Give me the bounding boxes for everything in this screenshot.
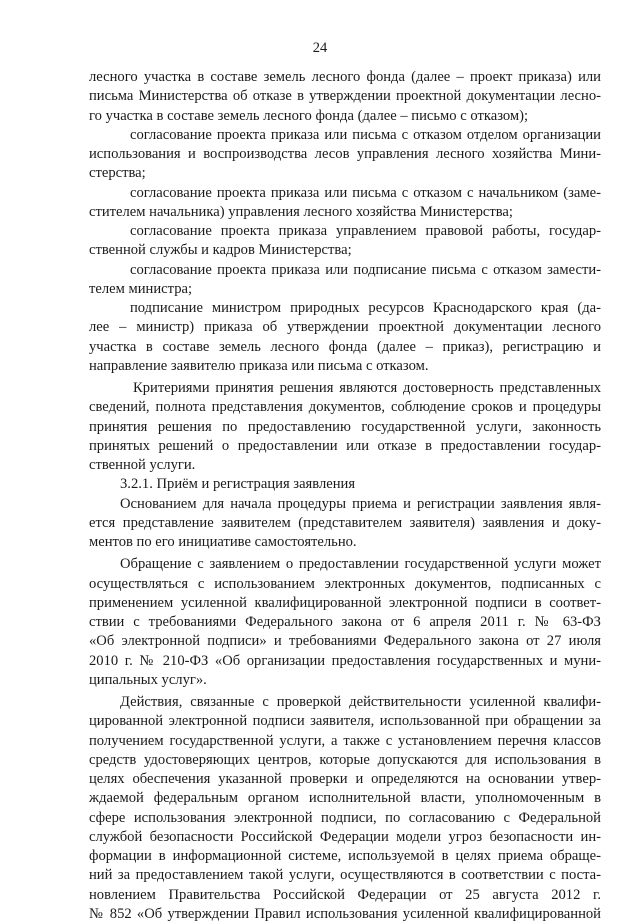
text-line: согласование проекта приказа или письма с отказом с начальником (заме- xyxy=(130,184,601,201)
text-line: службой безопасности Российской Федерации модели угроз безопасности ин- xyxy=(89,828,601,845)
text-line: принятия решения по предоставлению государственной услуги, законность xyxy=(89,418,601,435)
text-line: 2010 г. № 210-ФЗ «Об организации предоставления государственных и муни- xyxy=(89,652,601,669)
text-line: осуществляться с использованием электронных документов, подписанных с xyxy=(89,575,601,592)
page-number: 24 xyxy=(312,40,328,56)
text-line: целях обеспечения указанной проверки и определяются на основании утвер- xyxy=(89,771,601,787)
text-line: ется представление заявителем (представителем заявителя) заявления и доку- xyxy=(89,514,601,531)
text-line: использования и воспроизводства лесов управления лесного хозяйства Мини- xyxy=(89,146,601,162)
text-line: принятых решений о предоставлении или отказе в предоставлении государ- xyxy=(89,437,601,454)
text-line: Обращение с заявлением о предоставлении государственной услуги может xyxy=(120,556,601,573)
text-line: ственной услуги. xyxy=(89,457,196,473)
text-line: письма Министерства об отказе в утверждении проектной документации лесно- xyxy=(89,88,601,105)
text-line: Действия, связанные с проверкой действительности усиленной квалифи- xyxy=(120,694,601,710)
text-line: подписание министром природных ресурсов Краснодарского края (да- xyxy=(130,300,601,316)
text-line: ципальных услуг». xyxy=(89,671,207,688)
text-line: цированной электронной подписи заявителя, использованной при обращении за xyxy=(89,713,601,730)
text-line: 3.2.1. Приём и регистрация заявления xyxy=(120,476,356,493)
text-line: новлением Правительства Российской Федерации от 25 августа 2012 г. xyxy=(89,886,601,903)
text-line: лее – министр) приказа об утверждении проектной документации лесного xyxy=(89,319,601,336)
text-line: формации в информационной системе, используемой в целях приема обраще- xyxy=(89,848,601,864)
text-line: стителем начальника) управления лесного хозяйства Министерства; xyxy=(89,203,513,220)
text-line: Основанием для начала процедуры приема и регистрации заявления явля- xyxy=(120,495,601,512)
text-line: получением государственной услуги, а также с установлением перечня классов xyxy=(89,732,601,749)
text-line: сфере использования электронной подписи, по согласованию с Федеральной xyxy=(89,809,601,826)
text-line: сведений, полнота представления документов, соблюдение сроков и процедуры xyxy=(89,399,601,416)
text-line: стерства; xyxy=(89,165,146,182)
text-line: го участка в составе земель лесного фонда (далее – письмо с отказом); xyxy=(89,107,529,124)
text-line: телем министра; xyxy=(89,280,193,297)
text-line: ждаемой федеральным органом исполнительной власти, уполномоченным в xyxy=(89,790,601,807)
text-line: ствии с требованиями Федерального закона от 6 апреля 2011 г. № 63-ФЗ xyxy=(89,614,601,630)
text-line: № 852 «Об утверждении Правил использования усиленной квалифицированной xyxy=(89,905,601,922)
text-line: применением усиленной квалифицированной электронной подписи в соответ- xyxy=(89,594,601,611)
text-line: согласование проекта приказа или подписание письма с отказом замести- xyxy=(130,261,601,278)
text-line: направление заявителю приказа или письма с отказом. xyxy=(89,357,429,374)
text-line: Критериями принятия решения являются достоверность представленных xyxy=(133,380,601,396)
text-line: ментов по его инициативе самостоятельно. xyxy=(89,534,357,550)
text-line: участка в составе земель лесного фонда (далее – приказ), регистрацию и xyxy=(89,338,601,355)
text-line: согласование проекта приказа управлением правовой работы, государ- xyxy=(130,223,601,239)
text-line: ний за предоставлением такой услуги, осуществляются в соответствии с поста- xyxy=(89,867,601,884)
text-line: лесного участка в составе земель лесного фонда (далее – проект приказа) или xyxy=(89,69,601,85)
text-line: согласование проекта приказа или письма с отказом отделом организации xyxy=(130,126,601,143)
text-line: ственной службы и кадров Министерства; xyxy=(89,242,352,259)
body-text xyxy=(89,68,601,924)
text-line: средств удостоверяющих центров, которые допускаются для использования в xyxy=(89,751,601,768)
text-line: «Об электронной подписи» и требованиями Федерального закона от 27 июля xyxy=(89,633,601,650)
